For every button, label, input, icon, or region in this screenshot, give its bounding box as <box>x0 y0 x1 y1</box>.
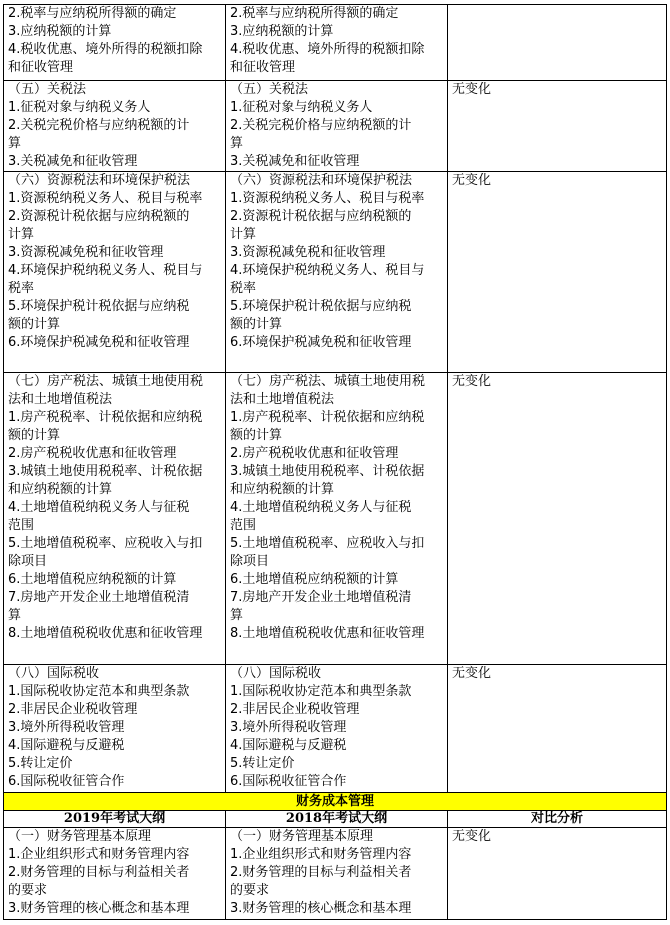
line: 1.房产税税率、计税依据和应纳税 <box>8 410 203 425</box>
line: 2.关税完税价格与应纳税额的计 <box>8 118 190 133</box>
line: 4.土地增值税纳税义务人与征税 <box>8 500 190 515</box>
line: 6.国际税收征管合作 <box>230 774 347 789</box>
line: 3.城镇土地使用税税率、计税依据 <box>8 464 203 479</box>
line: 的要求 <box>8 883 48 898</box>
table-row <box>4 828 667 920</box>
cell-2018 <box>226 81 448 172</box>
line: 额的计算 <box>230 428 283 443</box>
line: 税率 <box>8 281 35 296</box>
line: 6.土地增值税应纳税额的计算 <box>230 572 399 587</box>
line: 1.国际税收协定范本和典型条款 <box>230 684 412 699</box>
line: 4.环境保护税纳税义务人、税目与 <box>8 263 203 278</box>
line: 额的计算 <box>230 317 283 332</box>
table-row <box>4 665 667 793</box>
line: 2.资源税计税依据与应纳税额的 <box>8 209 190 224</box>
line: 2.非居民企业税收管理 <box>230 702 360 717</box>
cell-2018 <box>226 828 448 920</box>
line: 算 <box>230 136 244 151</box>
line: 6.环境保护税减免税和征收管理 <box>8 335 190 350</box>
line: 8.土地增值税税收优惠和征收管理 <box>230 626 425 641</box>
line: 7.房地产开发企业土地增值税清 <box>8 590 190 605</box>
line: 计算 <box>230 227 257 242</box>
line: （八）国际税收 <box>230 666 322 681</box>
cell-2019 <box>4 172 226 373</box>
syllabus-comparison-table <box>3 4 667 920</box>
line: 4.国际避税与反避税 <box>8 738 125 753</box>
line: 3.关税减免和征收管理 <box>230 154 360 169</box>
cell-analysis: 无变化 <box>448 81 667 172</box>
line: 1.企业组织形式和财务管理内容 <box>230 847 412 862</box>
line: 算 <box>8 608 22 623</box>
line: 6.国际税收征管合作 <box>8 774 125 789</box>
header-analysis: 对比分析 <box>448 811 667 828</box>
line: 3.关税减免和征收管理 <box>8 154 138 169</box>
line: （一）财务管理基本原理 <box>8 829 152 844</box>
line: 4.国际避税与反避税 <box>230 738 347 753</box>
line: 7.房地产开发企业土地增值税清 <box>230 590 412 605</box>
header-2018: 2018年考试大纲 <box>226 811 448 828</box>
line: 8.土地增值税税收优惠和征收管理 <box>8 626 203 641</box>
cell-analysis <box>448 5 667 81</box>
line: （八）国际税收 <box>8 666 100 681</box>
line: 法和土地增值税法 <box>8 392 113 407</box>
line: 1.资源税纳税义务人、税目与税率 <box>230 191 425 206</box>
line: 6.土地增值税应纳税额的计算 <box>8 572 177 587</box>
line: 5.土地增值税税率、应税收入与扣 <box>8 536 203 551</box>
line: 3.境外所得税收管理 <box>8 720 125 735</box>
line: 和应纳税额的计算 <box>230 482 335 497</box>
line: （五）关税法 <box>8 82 87 97</box>
line: 2.财务管理的目标与利益相关者 <box>230 865 412 880</box>
cell-analysis: 无变化 <box>448 373 667 665</box>
line: 4.土地增值税纳税义务人与征税 <box>230 500 412 515</box>
line: 2.房产税税收优惠和征收管理 <box>8 446 177 461</box>
line: （六）资源税法和环境保护税法 <box>230 173 413 188</box>
line: 计算 <box>8 227 35 242</box>
line: 4.税收优惠、境外所得的税额扣除 <box>8 42 203 57</box>
line: （一）财务管理基本原理 <box>230 829 374 844</box>
header-2019: 2019年考试大纲 <box>4 811 226 828</box>
cell-2018 <box>226 373 448 665</box>
line: 3.境外所得税收管理 <box>230 720 347 735</box>
line: 除项目 <box>230 554 270 569</box>
line: 2.财务管理的目标与利益相关者 <box>8 865 190 880</box>
cell-2019 <box>4 373 226 665</box>
line: 3.应纳税额的计算 <box>230 24 334 39</box>
column-header-row <box>4 811 667 828</box>
cell-2018 <box>226 5 448 81</box>
table-row <box>4 5 667 81</box>
line: （七）房产税法、城镇土地使用税 <box>230 374 426 389</box>
table-row <box>4 373 667 665</box>
cell-analysis: 无变化 <box>448 665 667 793</box>
cell-2019 <box>4 81 226 172</box>
line: 1.征税对象与纳税义务人 <box>8 100 151 115</box>
line: 3.资源税减免税和征收管理 <box>8 245 164 260</box>
line: 3.应纳税额的计算 <box>8 24 112 39</box>
line: 1.征税对象与纳税义务人 <box>230 100 373 115</box>
line: 2.房产税税收优惠和征收管理 <box>230 446 399 461</box>
cell-2018 <box>226 172 448 373</box>
line: 1.资源税纳税义务人、税目与税率 <box>8 191 203 206</box>
line: 算 <box>230 608 244 623</box>
section-title-row <box>4 793 667 811</box>
line: 法和土地增值税法 <box>230 392 335 407</box>
line: （五）关税法 <box>230 82 309 97</box>
table-row <box>4 172 667 373</box>
line: 额的计算 <box>8 317 61 332</box>
line: 5.环境保护税计税依据与应纳税 <box>230 299 412 314</box>
line: 4.环境保护税纳税义务人、税目与 <box>230 263 425 278</box>
cell-2019 <box>4 828 226 920</box>
line: 2.税率与应纳税所得额的确定 <box>8 6 177 21</box>
line: 税率 <box>230 281 257 296</box>
cell-analysis: 无变化 <box>448 828 667 920</box>
table-row <box>4 81 667 172</box>
line: 2.关税完税价格与应纳税额的计 <box>230 118 412 133</box>
line: 和征收管理 <box>8 60 74 75</box>
line: 2.税率与应纳税所得额的确定 <box>230 6 399 21</box>
line: 5.转让定价 <box>230 756 295 771</box>
line: 2.资源税计税依据与应纳税额的 <box>230 209 412 224</box>
line: 3.财务管理的核心概念和基本理 <box>230 901 412 916</box>
line: 除项目 <box>8 554 48 569</box>
cell-analysis: 无变化 <box>448 172 667 373</box>
line: 范围 <box>230 518 257 533</box>
line: 1.企业组织形式和财务管理内容 <box>8 847 190 862</box>
line: 6.环境保护税减免税和征收管理 <box>230 335 412 350</box>
line: （六）资源税法和环境保护税法 <box>8 173 191 188</box>
line: 4.税收优惠、境外所得的税额扣除 <box>230 42 425 57</box>
cell-2019 <box>4 665 226 793</box>
line: 范围 <box>8 518 35 533</box>
line: 算 <box>8 136 22 151</box>
section-title: 财务成本管理 <box>4 793 667 811</box>
cell-2019 <box>4 5 226 81</box>
line: 额的计算 <box>8 428 61 443</box>
line: 和征收管理 <box>230 60 296 75</box>
line: 和应纳税额的计算 <box>8 482 113 497</box>
line: 2.非居民企业税收管理 <box>8 702 138 717</box>
line: 5.土地增值税税率、应税收入与扣 <box>230 536 425 551</box>
line: 1.国际税收协定范本和典型条款 <box>8 684 190 699</box>
line: （七）房产税法、城镇土地使用税 <box>8 374 204 389</box>
line: 5.转让定价 <box>8 756 73 771</box>
line: 5.环境保护税计税依据与应纳税 <box>8 299 190 314</box>
line: 3.财务管理的核心概念和基本理 <box>8 901 190 916</box>
line: 的要求 <box>230 883 270 898</box>
line: 3.资源税减免税和征收管理 <box>230 245 386 260</box>
cell-2018 <box>226 665 448 793</box>
line: 3.城镇土地使用税税率、计税依据 <box>230 464 425 479</box>
line: 1.房产税税率、计税依据和应纳税 <box>230 410 425 425</box>
